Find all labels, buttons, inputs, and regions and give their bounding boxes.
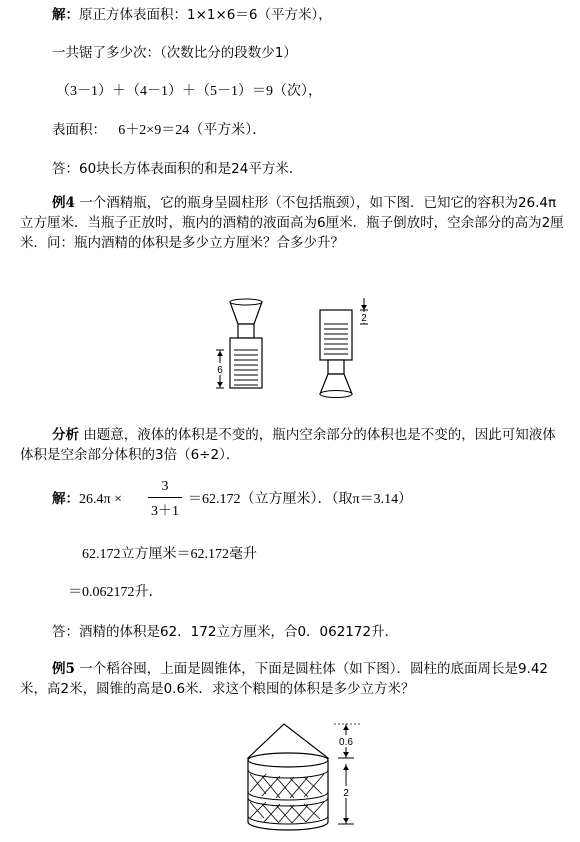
solution-2: [52, 490, 122, 509]
example-4-text: 一个酒精瓶，它的瓶身呈圆柱形（不包括瓶颈），如下图．已知它的容积为26.4π立方厘米．当瓶子正放时，瓶内的酒精的液面高为6厘米．瓶子倒放时，空余部分的高为2厘米．问：瓶内酒精的体积是多少立方厘米？合多少升？: [20, 195, 564, 251]
cylinder-height-marker: [338, 764, 354, 824]
inverted-gap-marker: [359, 298, 369, 324]
conversion-1: 62.172立方厘米＝62.172毫升: [82, 547, 257, 562]
solution-label: 解：: [52, 7, 79, 23]
fraction-denominator: 3＋1: [151, 504, 179, 519]
cuts-question: 一共锯了多少次：（次数比分的段数少1）: [52, 45, 297, 61]
analysis-text: 由题意，液体的体积是不变的，瓶内空余部分的体积也是不变的，因此可知液体体积是空余部分体积的3倍（6÷2）．: [20, 427, 556, 463]
bottle-figure: [210, 294, 380, 400]
inverted-gap-label: 2: [361, 313, 367, 324]
example-5-text: 一个稻谷囤，上面是圆锥体，下面是圆柱体（如下图）．圆柱的底面周长是9.42米，高2米，圆锥的高是0.6米．求这个粮囤的体积是多少立方米？: [20, 661, 549, 697]
example-4-label: 例4: [52, 195, 75, 211]
inverted-bottle: [320, 310, 352, 398]
fraction: [148, 479, 182, 520]
upright-height-marker: [215, 350, 225, 388]
upright-bottle: [230, 299, 262, 388]
analysis-label: 分析: [52, 427, 79, 443]
analysis: [20, 425, 568, 465]
example-4: [20, 193, 568, 253]
solution-2-label: 解：: [52, 491, 79, 507]
solution-2-right: ＝62.172（立方厘米）．（取π＝3.14）: [188, 492, 413, 507]
granary-figure: [238, 718, 368, 836]
surface-label: 表面积：: [52, 122, 106, 138]
cuts-calculation: （3－1）＋（4－1）＋（5－1）＝9（次），: [56, 84, 322, 99]
answer-2: 答：酒精的体积是62．172立方厘米，合0．062172升．: [52, 624, 399, 640]
example-5: [20, 659, 568, 699]
conversion-2: ＝0.062172升．: [68, 585, 163, 600]
cone-height-marker: [334, 724, 360, 758]
cone-height-label: 0.6: [339, 737, 353, 748]
solution-text: 原正方体表面积：1×1×6＝6（平方米），: [79, 7, 332, 23]
example-5-label: 例5: [52, 661, 75, 677]
upright-height-label: 6: [217, 365, 223, 376]
surface-line: [52, 121, 266, 140]
answer-1: 答：60块长方体表面积的和是24平方米．: [52, 161, 303, 177]
surface-calculation: 6＋2×9＝24（平方米）．: [118, 123, 267, 138]
fraction-bar: [148, 497, 182, 498]
solution-2-left: 26.4π ×: [79, 492, 122, 507]
solution-line-1: [52, 6, 332, 24]
fraction-numerator: 3: [161, 479, 169, 494]
cylinder-height-label: 2: [343, 788, 349, 799]
